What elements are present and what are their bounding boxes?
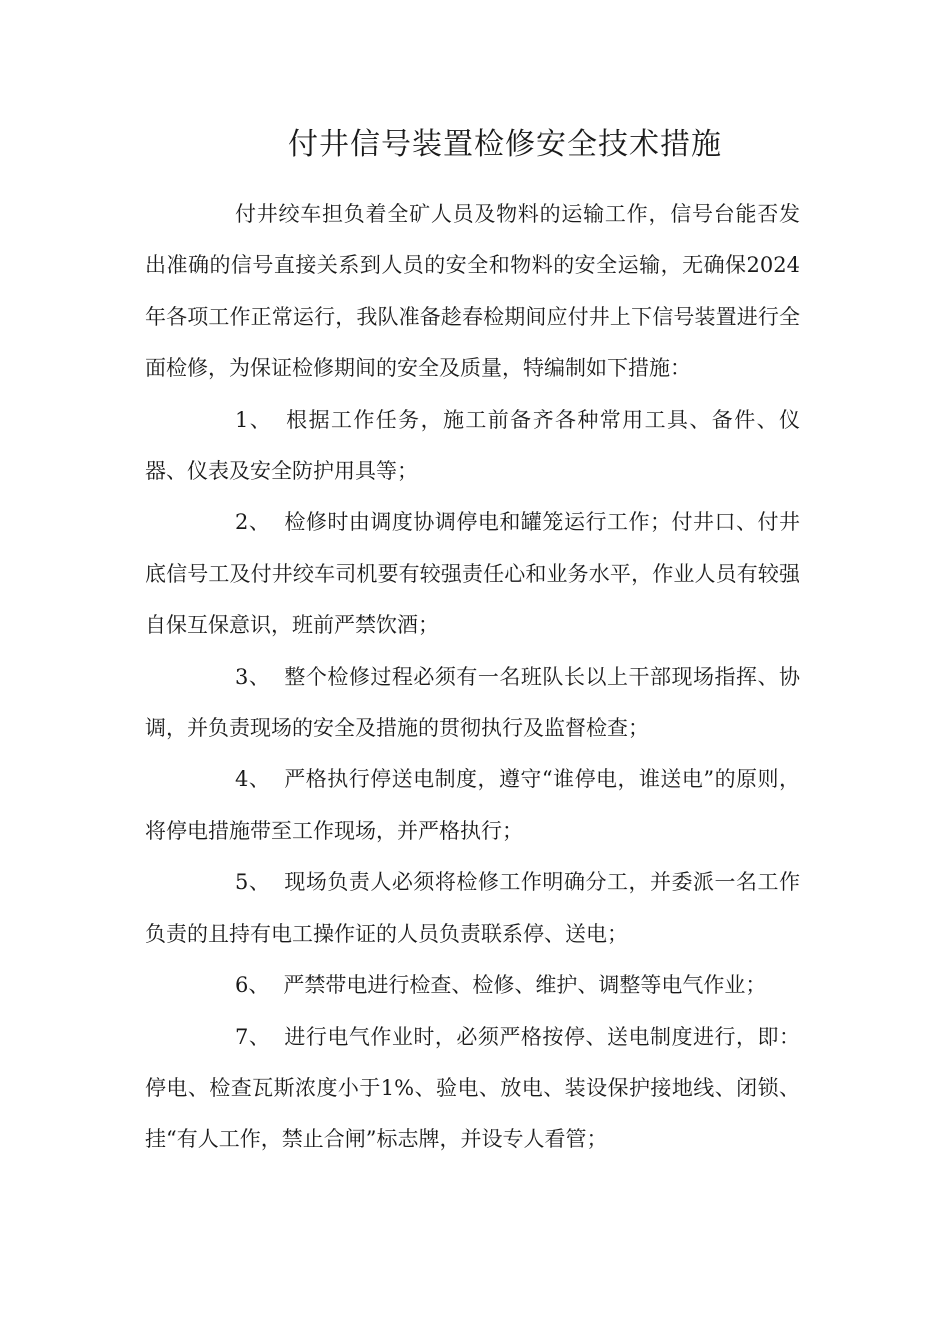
item-text: 进行电气作业时，必须严格按停、送电制度进行，即：停电、检查瓦斯浓度小于1%、验电、放电、装设保护接地线、闭锁、挂“有人工作，禁止合闸”标志牌，并设专人看管；: [145, 1024, 800, 1152]
item-text: 检修时由调度协调停电和罐笼运行工作；付井口、付井底信号工及付井绞车司机要有较强责任心和业务水平，作业人员有较强自保互保意识，班前严禁饮酒；: [145, 510, 800, 638]
item-number: 5、: [235, 870, 271, 895]
item-text: 现场负责人必须将检修工作明确分工，并委派一名工作负责的且持有电工操作证的人员负责联系停、送电；: [145, 870, 800, 946]
item-number: 2、: [235, 510, 271, 535]
item-number: 1、: [235, 407, 273, 432]
item-number: 4、: [235, 767, 271, 792]
item-number: 3、: [235, 664, 271, 689]
measure-item: [145, 754, 800, 857]
measure-item: [145, 395, 800, 498]
measure-item: [145, 857, 800, 960]
item-text: 整个检修过程必须有一名班队长以上干部现场指挥、协调，并负责现场的安全及措施的贯彻执行及监督检查；: [145, 664, 800, 741]
item-number: 7、: [235, 1024, 271, 1049]
document-title: 付井信号装置检修安全技术措施: [288, 127, 722, 162]
item-text: 严禁带电进行检查、检修、维护、调整等电气作业；: [283, 973, 767, 998]
measure-item: [145, 497, 800, 651]
measure-item: [145, 652, 800, 755]
item-number: 6、: [235, 973, 270, 998]
item-text: 严格执行停送电制度，遵守“谁停电，谁送电”的原则，将停电措施带至工作现场，并严格执行；: [145, 767, 800, 843]
intro-paragraph: 付井绞车担负着全矿人员及物料的运输工作，信号台能否发出准确的信号直接关系到人员的安全和物料的安全运输，无确保2024年各项工作正常运行，我队准备趁春检期间应付井上下信号装置进行全面检修，为保证检修期间的安全及质量，特编制如下措施：: [145, 202, 800, 381]
document-body: [145, 189, 800, 1166]
measure-item: [145, 1012, 800, 1166]
item-text: 根据工作任务，施工前备齐各种常用工具、备件、仪器、仪表及安全防护用具等；: [145, 407, 800, 484]
measure-item: [145, 960, 800, 1011]
